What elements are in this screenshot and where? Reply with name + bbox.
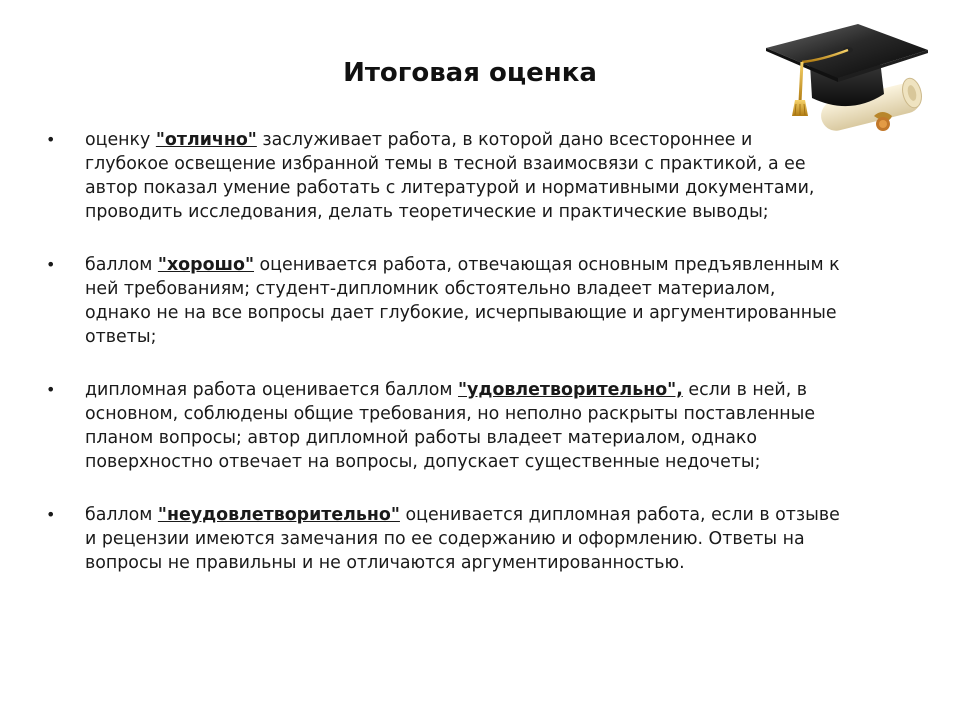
item-text-after: оценивается дипломная работа, если в отзыве и рецензии имеются замечания по ее содержанию и оформлению. Ответы на вопросы не правильны и не отличаются аргументированностью. xyxy=(85,505,840,573)
grade-excellent: "отлично" xyxy=(155,130,257,150)
item-text-after: если в ней, в основном, соблюдены общие требования, но неполно раскрыты поставленные планом вопросы; автор дипломной работы владеет материалом, однако поверхностно отвечает на вопросы, допускает существенные недочеты; xyxy=(85,380,816,472)
slide-title: Итоговая оценка xyxy=(343,58,597,88)
grading-criteria-list xyxy=(40,128,840,604)
grade-unsatisfactory: "неудовлетворительно" xyxy=(157,505,400,525)
bullet-icon: • xyxy=(46,255,56,274)
bullet-icon: • xyxy=(46,505,56,524)
list-item-unsatisfactory xyxy=(40,503,840,575)
list-item-satisfactory xyxy=(40,378,840,474)
list-item-excellent xyxy=(40,128,840,224)
item-text-before: баллом xyxy=(85,505,158,525)
bullet-icon: • xyxy=(46,380,56,399)
list-item-good xyxy=(40,253,840,349)
item-text-before: баллом xyxy=(85,255,158,275)
item-text-after: оценивается работа, отвечающая основным предъявленным к ней требованиям; студент-дипломник обстоятельно владеет материалом, однако не на все вопросы дает глубокие, исчерпывающие и аргументированные ответы; xyxy=(85,255,840,347)
item-text-after: заслуживает работа, в которой дано всестороннее и глубокое освещение избранной темы в тесной взаимосвязи с практикой, а ее автор показал умение работать с литературой и нормативными документами, проводить исследования, делать теоретические и практические выводы; xyxy=(85,130,815,222)
bullet-icon: • xyxy=(46,130,56,149)
item-text-before: оценку xyxy=(85,130,156,150)
item-text-before: дипломная работа оценивается баллом xyxy=(85,380,458,400)
graduation-cap-and-diploma-icon xyxy=(762,20,932,145)
grade-satisfactory: "удовлетворительно", xyxy=(458,380,683,400)
grade-good: "хорошо" xyxy=(157,255,255,275)
